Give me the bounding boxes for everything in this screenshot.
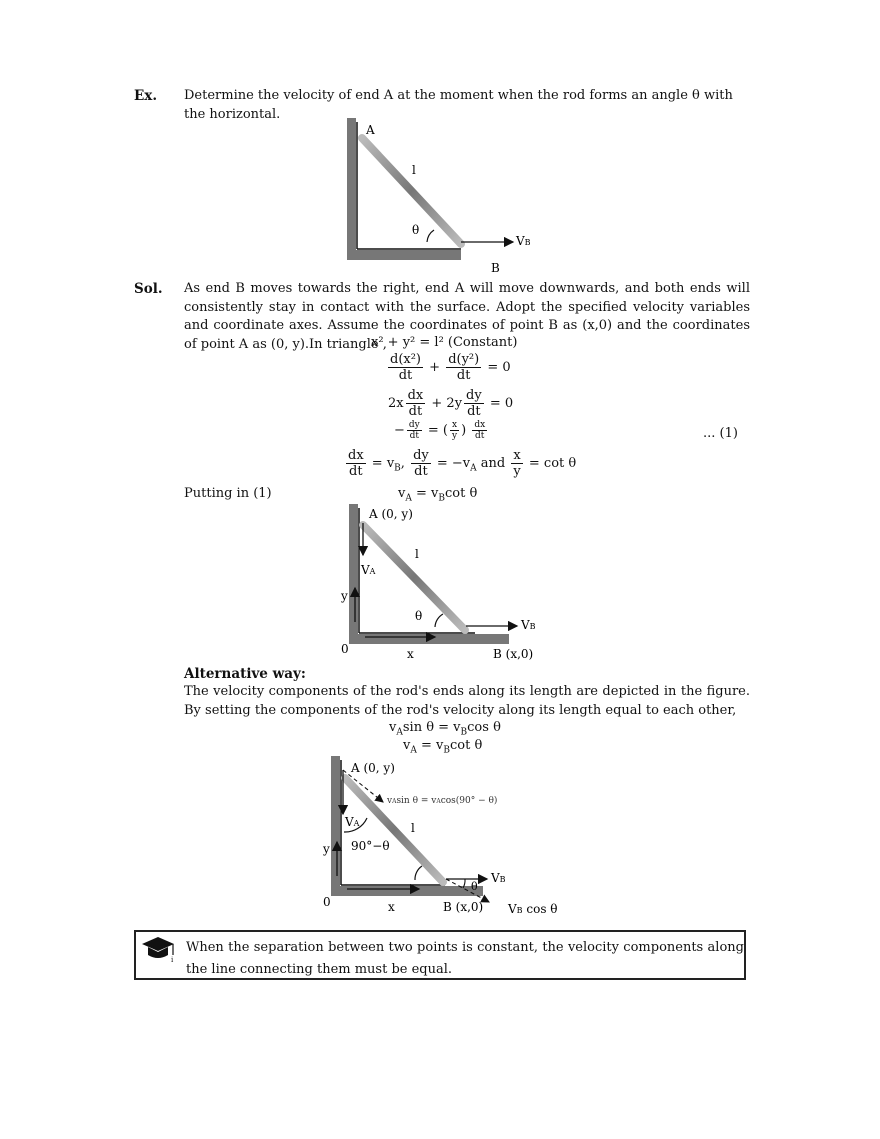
label-vbcos: VB cos θ: [508, 902, 558, 916]
solution-paragraph: As end B moves towards the right, end A will move downwards, and both ends will consistently stay in contact with the surface. Adopt the specified velocity variables and coordinate axes. Assume the coordinates of point B as (x,0) and the coordinates of point A as (0, y).In triangle ,: [184, 281, 750, 352]
wall: [347, 118, 356, 260]
equation-1: x² + y² = l² (Constant): [371, 335, 518, 350]
label-vb: VB: [516, 234, 531, 248]
label-vb: VB: [491, 871, 506, 885]
label-y: y: [341, 589, 348, 603]
equation-tag: ... (1): [703, 426, 738, 441]
label-y: y: [323, 842, 330, 856]
note-box: [134, 930, 746, 980]
label-origin: 0: [341, 642, 349, 656]
alternative-heading: Alternative way:: [184, 666, 306, 682]
label-b: B (x,0): [493, 647, 534, 661]
label-theta: θ: [471, 880, 478, 893]
putting-text: Putting in (1): [184, 486, 272, 501]
rod-figure-2: [335, 500, 555, 665]
equation-4: − $\frac{dy}{dt}$ = ( $\frac{x}{y}$ ) $\frac{dx}{dt}$: [394, 420, 486, 441]
floor: [347, 250, 461, 260]
label-a: A: [366, 123, 375, 137]
example-question: Determine the velocity of end A at the moment when the rod forms an angle θ with the horizontal.: [184, 88, 733, 122]
example-label: Ex.: [134, 88, 158, 104]
graduation-cap-icon: [140, 935, 176, 963]
equation-5: $\frac{dx}{dt}$ = $v_B$, $\frac{dy}{dt}$ = $-v_A$ and $\frac{x}{y}$ = cot θ: [348, 448, 577, 479]
note-text: When the separation between two points is constant, the velocity components along the line connecting them must be equal.: [186, 940, 744, 977]
label-angle: 90°−θ: [351, 839, 390, 853]
rod-figure-3: [315, 752, 575, 922]
label-b: B (x,0): [443, 900, 484, 914]
label-a: A (0, y): [369, 507, 413, 521]
equation-3: 2x $\frac{dx}{dt}$ + 2y $\frac{dy}{dt}$ = 0: [388, 388, 514, 419]
label-l: l: [411, 821, 415, 835]
equation-6: $v_A = v_B\cot$ θ: [398, 486, 478, 504]
svg-text:i: i: [171, 956, 174, 963]
label-vb: VB: [521, 618, 536, 632]
label-component: vAsin θ = vAcos(90° − θ): [387, 796, 498, 806]
alt-equation-2: $v_A = v_B\cot$ θ: [403, 738, 483, 756]
alternative-paragraph: The velocity components of the rod's ends along its length are depicted in the figure. By setting the components of the rod's velocity along its length equal to each other,: [184, 684, 750, 718]
alt-equation-1: $v_A\sin$ $\theta = v_B\cos$ θ: [389, 720, 501, 738]
label-l: l: [412, 163, 416, 177]
label-x: x: [388, 900, 395, 914]
rod-figure-1: [330, 112, 550, 277]
label-b: B: [491, 261, 500, 275]
label-theta: θ: [412, 223, 420, 237]
solution-label: Sol.: [134, 281, 163, 297]
label-va: VA: [361, 563, 376, 577]
label-origin: 0: [323, 895, 331, 909]
label-x: x: [407, 647, 414, 661]
label-theta: θ: [415, 609, 423, 623]
label-va: VA: [345, 815, 360, 829]
equation-2: $\frac{\text{d(x²)}}{dt}$ + $\frac{\text{d(y²)}}{dt}$ = 0: [390, 352, 511, 383]
label-a: A (0, y): [351, 761, 395, 775]
label-l: l: [415, 547, 419, 561]
